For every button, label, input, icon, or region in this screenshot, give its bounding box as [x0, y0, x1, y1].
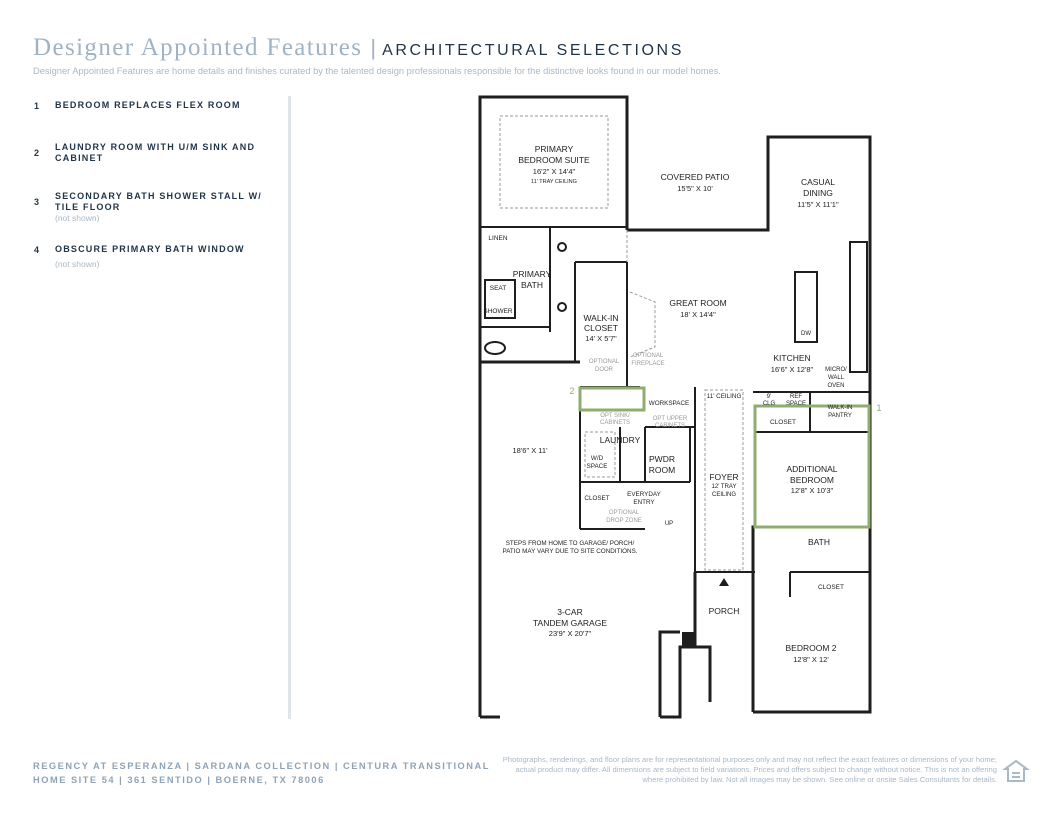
- label-clg-1: 9': [766, 394, 772, 400]
- label-micro-1: MICRO/: [825, 367, 847, 373]
- label-clg-2: CLG: [762, 401, 776, 407]
- label-walkin-closet-dims: 14' X 5'7": [585, 334, 617, 343]
- label-primary-suite-2: BEDROOM SUITE: [518, 155, 590, 165]
- label-covered-patio: COVERED PATIO: [660, 172, 730, 182]
- label-ref-2: SPACE: [786, 401, 806, 407]
- label-additional-bedroom-1: ADDITIONAL: [786, 464, 838, 474]
- footer-line-1: REGENCY AT ESPERANZA | SARDANA COLLECTION | CENTURA TRANSITIONAL: [33, 761, 490, 771]
- label-closet-entry: CLOSET: [584, 495, 610, 502]
- label-pantry-2: PANTRY: [828, 413, 852, 419]
- vertical-divider: [288, 96, 291, 719]
- laundry-highlight: [580, 388, 644, 410]
- label-kitchen: KITCHEN: [773, 353, 811, 363]
- feature-label: SECONDARY BATH SHOWER STALL W/ TILE FLOOR: [55, 191, 262, 212]
- label-flex-dims: 18'6" X 11': [512, 446, 548, 455]
- label-eleven-ceiling: 11' CEILING: [706, 393, 742, 400]
- label-additional-bedroom-2: BEDROOM: [790, 475, 834, 485]
- label-linen: LINEN: [488, 235, 508, 242]
- label-bedroom2: BEDROOM 2: [785, 643, 837, 653]
- page-subtitle: Designer Appointed Features are home details and finishes curated by the talented design professionals responsible for the distinctive looks found in our model homes.: [33, 66, 721, 76]
- footer-community: [33, 759, 490, 787]
- label-garage-1: 3-CAR: [557, 607, 583, 617]
- sink-icon: [558, 243, 566, 251]
- label-steps-2: PATIO MAY VARY DUE TO SITE CONDITIONS.: [502, 548, 638, 555]
- label-foyer: FOYER: [709, 472, 739, 482]
- highlight-group: [580, 388, 869, 527]
- label-opt-sink-1: OPT SINK/: [600, 413, 630, 419]
- label-garage-2: TANDEM GARAGE: [533, 618, 607, 628]
- sink-icon: [558, 303, 566, 311]
- footer-line-2: HOME SITE 54 | 361 SENTIDO | BOERNE, TX 78006: [33, 775, 325, 785]
- fireplace-outline: [630, 292, 655, 357]
- label-primary-bath-2: BATH: [520, 280, 544, 290]
- label-optional-door-1: OPTIONAL: [588, 359, 620, 365]
- label-walkin-closet-1: WALK-IN: [583, 313, 619, 323]
- label-dw: DW: [801, 331, 811, 337]
- label-great-room-dims: 18' X 14'4": [680, 310, 716, 319]
- marker-2: 2: [569, 386, 575, 396]
- feature-number: 1: [34, 101, 40, 111]
- label-opt-upper-2: CABINETS: [654, 423, 686, 429]
- label-steps-1: STEPS FROM HOME TO GARAGE/ PORCH/: [505, 540, 635, 547]
- label-closet-bed: CLOSET: [769, 419, 797, 426]
- feature-number: 4: [34, 245, 40, 255]
- feature-label: OBSCURE PRIMARY BATH WINDOW: [55, 244, 245, 254]
- floor-plan: [470, 92, 890, 732]
- feature-label: LAUNDRY ROOM WITH U/M SINK AND CABINET: [55, 142, 256, 163]
- label-up: UP: [664, 521, 674, 527]
- label-wd-1: W/D: [590, 455, 604, 462]
- label-laundry: LAUNDRY: [599, 435, 641, 445]
- feature-number: 2: [34, 148, 40, 158]
- label-everyday-2: ENTRY: [633, 499, 655, 506]
- label-bath: BATH: [807, 537, 831, 547]
- label-closet-bath: CLOSET: [817, 584, 845, 591]
- kitchen-counter: [850, 242, 867, 372]
- marker-1: 1: [876, 403, 882, 413]
- label-pantry-1: WALK-IN: [827, 405, 853, 411]
- equal-housing-opportunity-icon: [1003, 759, 1029, 785]
- label-primary-bath-1: PRIMARY: [512, 269, 552, 279]
- label-additional-bedroom-dims: 12'8" X 10'3": [790, 486, 834, 495]
- title-serif: Designer Appointed Features: [33, 34, 363, 61]
- label-foyer-2: CEILING: [711, 492, 737, 498]
- label-covered-patio-dims: 15'5" X 10': [677, 184, 713, 193]
- label-drop-2: DROP ZONE: [606, 518, 642, 524]
- label-optional-door-2: DOOR: [595, 367, 613, 373]
- wall-garage-notch: [660, 632, 680, 717]
- label-seat: SEAT: [489, 285, 507, 292]
- label-garage-dims: 23'9" X 20'7": [548, 629, 592, 638]
- toilet-icon: [485, 342, 505, 354]
- label-pwdr-1: PWDR: [649, 454, 675, 464]
- label-shower: SHOWER: [483, 308, 513, 315]
- label-bedroom2-dims: 12'8" X 12': [793, 655, 829, 664]
- label-primary-suite-note: 11' TRAY CEILING: [531, 179, 577, 185]
- label-foyer-1: 12' TRAY: [711, 484, 737, 490]
- label-everyday-1: EVERYDAY: [627, 491, 661, 498]
- label-primary-suite-1: PRIMARY: [534, 144, 574, 154]
- label-kitchen-dims: 16'6" X 12'8": [770, 365, 814, 374]
- porch-column: [682, 632, 694, 646]
- label-casual-dining-dims: 11'5" X 11'1": [797, 200, 839, 209]
- page-title: [33, 34, 684, 62]
- label-micro-3: OVEN: [827, 383, 845, 389]
- label-walkin-closet-2: CLOSET: [583, 323, 619, 333]
- label-micro-2: WALL: [827, 375, 845, 381]
- label-drop-1: OPTIONAL: [608, 510, 640, 516]
- label-ref-1: REF: [790, 394, 802, 400]
- feature-number: 3: [34, 197, 40, 207]
- footer-disclaimer: Photographs, renderings, and floor plans are for representational purposes only and may not reflect the exact features or dimensions of your home; actual product may differ. All dimensions are subject to field variations. Prices and offers subject to change without notice. This is not an offering where prohibited by law. Not all images may be shown. See online or onsite Sales Consultants for details.: [502, 755, 997, 784]
- label-opt-upper-1: OPT UPPER: [652, 416, 688, 422]
- title-caps: ARCHITECTURAL SELECTIONS: [382, 42, 684, 59]
- feature-label: BEDROOM REPLACES FLEX ROOM: [55, 100, 241, 110]
- label-pwdr-2: ROOM: [648, 465, 676, 475]
- label-workspace: WORKSPACE: [648, 400, 690, 407]
- feature-note: (not shown): [55, 213, 100, 223]
- feature-note: (not shown): [55, 259, 100, 269]
- label-opt-sink-2: CABINETS: [599, 420, 631, 426]
- label-wd-2: SPACE: [586, 463, 608, 470]
- label-casual-dining-1: CASUAL: [800, 177, 836, 187]
- label-optional-fireplace-1: OPTIONAL: [632, 353, 664, 359]
- label-great-room: GREAT ROOM: [669, 298, 727, 308]
- label-primary-suite-dims: 16'2" X 14'4": [532, 167, 576, 176]
- wall-garage-bottom-right: [660, 647, 695, 717]
- label-optional-fireplace-2: FIREPLACE: [631, 361, 665, 367]
- label-porch: PORCH: [708, 606, 740, 616]
- label-casual-dining-2: DINING: [803, 188, 833, 198]
- title-separator: |: [370, 35, 377, 60]
- entry-arrow-icon: [719, 578, 729, 586]
- wall-porch-right: [695, 572, 710, 702]
- wall-bedroom2-right: [753, 392, 870, 712]
